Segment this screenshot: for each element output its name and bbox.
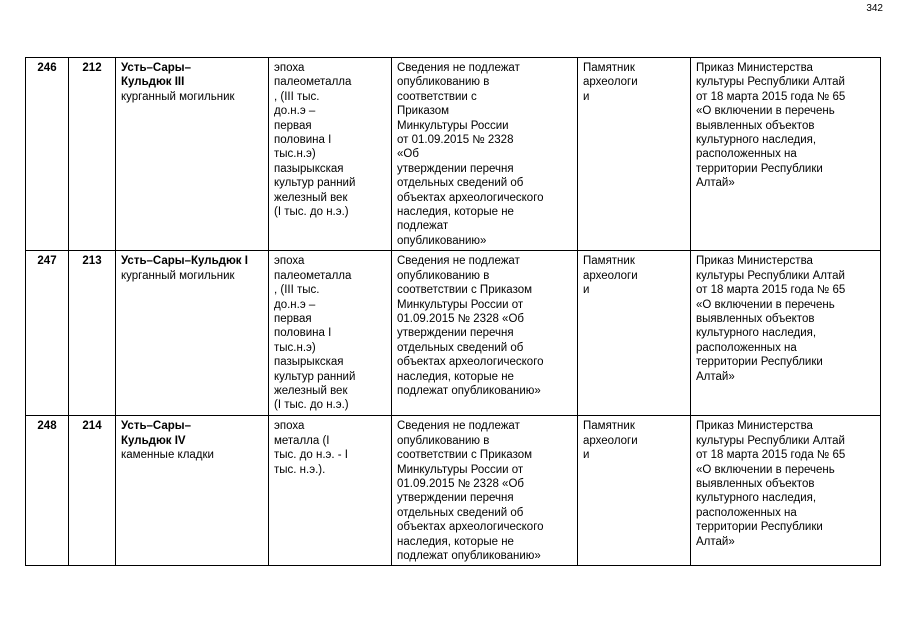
object-name-cell: [116, 58, 269, 251]
page-number: 342: [866, 3, 883, 14]
category-cell: Памятник археологи и: [578, 416, 691, 566]
object-name-cell: [116, 251, 269, 416]
object-type: каменные кладки: [121, 449, 214, 462]
table-row: [26, 416, 881, 566]
document-cell: Приказ Министерства культуры Республики Алтай от 18 марта 2015 года № 65 «О включении в перечень выявленных объектов культурного наследия, расположенных на территории Республики Алтай»: [691, 58, 881, 251]
document-cell: Приказ Министерства культуры Республики Алтай от 18 марта 2015 года № 65 «О включении в перечень выявленных объектов культурного наследия, расположенных на территории Республики Алтай»: [691, 251, 881, 416]
row-number-cell: 248: [26, 416, 69, 566]
heritage-registry-table: [25, 57, 881, 566]
object-name: Усть–Сары–Кульдюк I: [121, 255, 248, 268]
location-info-cell: Сведения не подлежат опубликованию в соответствии с Приказом Минкультуры России от 01.09.2015 № 2328 «Об утверждении перечня отдельных сведений об объектах археологического наследия, которые не подлежат опубликованию»: [392, 416, 578, 566]
object-index-cell: 212: [69, 58, 116, 251]
location-info-cell: Сведения не подлежат опубликованию в соответствии с Приказом Минкультуры России от 01.09.2015 № 2328 «Об утверждении перечня отдельных сведений об объектах археологического наследия, которые не подлежат опубликованию»: [392, 251, 578, 416]
row-number-cell: 246: [26, 58, 69, 251]
location-info-cell: Сведения не подлежат опубликованию в соответствии с Приказом Минкультуры России от 01.09.2015 № 2328 «Об утверждении перечня отдельных сведений об объектах археологического наследия, которые не подлежат опубликованию»: [392, 58, 578, 251]
table-row: [26, 251, 881, 416]
object-name: Усть–Сары– Кульдюк IV: [121, 420, 192, 447]
table-row: [26, 58, 881, 251]
row-number-cell: 247: [26, 251, 69, 416]
object-name: Усть–Сары– Кульдюк III: [121, 62, 192, 89]
document-cell: Приказ Министерства культуры Республики Алтай от 18 марта 2015 года № 65 «О включении в перечень выявленных объектов культурного наследия, расположенных на территории Республики Алтай»: [691, 416, 881, 566]
dating-cell: эпоха палеометалла , (III тыс. до.н.э – первая половина I тыс.н.э) пазырыкская культур ранний железный век (I тыс. до н.э.): [269, 58, 392, 251]
category-cell: Памятник археологи и: [578, 251, 691, 416]
object-type: курганный могильник: [121, 269, 235, 282]
object-index-cell: 214: [69, 416, 116, 566]
category-cell: Памятник археологи и: [578, 58, 691, 251]
object-name-cell: [116, 416, 269, 566]
dating-cell: эпоха металла (I тыс. до н.э. - I тыс. н.э.).: [269, 416, 392, 566]
object-index-cell: 213: [69, 251, 116, 416]
object-type: курганный могильник: [121, 90, 235, 103]
dating-cell: эпоха палеометалла , (III тыс. до.н.э – первая половина I тыс.н.э) пазырыкская культур ранний железный век (I тыс. до н.э.): [269, 251, 392, 416]
